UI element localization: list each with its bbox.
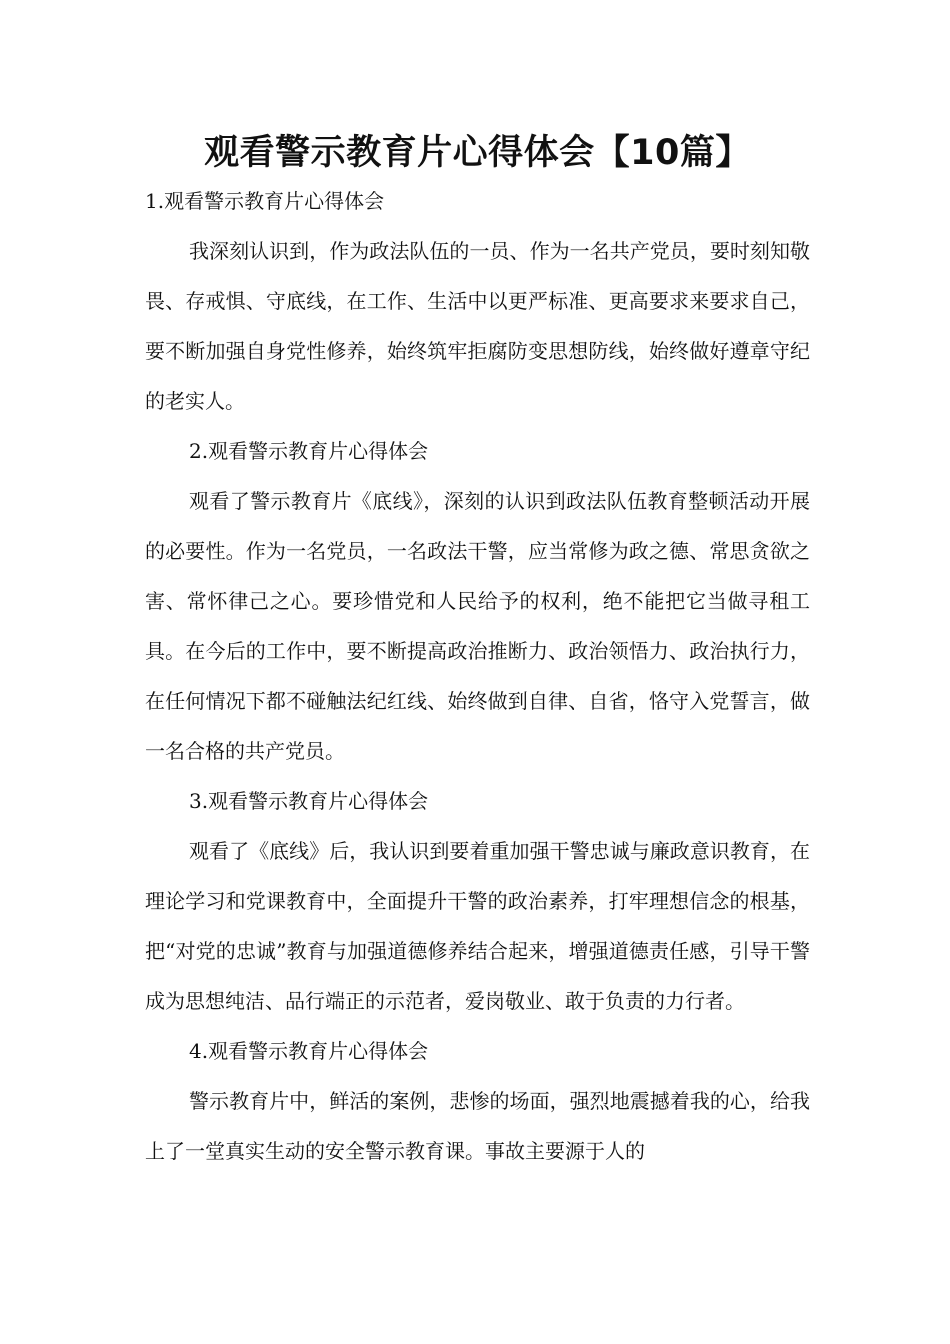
document-title: 观看警示教育片心得体会【10篇】 bbox=[204, 133, 751, 173]
section-paragraph: 观看了警示教育片《底线》，深刻的认识到政法队伍教育整顿活动开展的必要性。作为一名党员，一名政法干警，应当常修为政之德、常思贪欲之害、常怀律己之心。要珍惜党和人民给予的权利，绝不能把它当做寻租工具。在今后的工作中，要不断提高政治推断力、政治领悟力、政治执行力，在任何情况下都不碰触法纪红线、始终做到自律、自省，恪守入党誓言，做一名合格的共产党员。 bbox=[145, 489, 810, 763]
section-paragraph: 观看了《底线》后，我认识到要着重加强干警忠诚与廉政意识教育，在理论学习和党课教育中，全面提升干警的政治素养，打牢理想信念的根基，把“对党的忠诚”教育与加强道德修养结合起来，增强道德责任感，引导干警成为思想纯洁、品行端正的示范者，爱岗敬业、敢于负责的力行者。 bbox=[145, 839, 810, 1013]
section-heading: 2.观看警示教育片心得体会 bbox=[189, 439, 429, 463]
section-paragraph: 我深刻认识到，作为政法队伍的一员、作为一名共产党员，要时刻知敬畏、存戒惧、守底线，在工作、生活中以更严标准、更高要求来要求自己，要不断加强自身党性修养，始终筑牢拒腐防变思想防线，始终做好遵章守纪的老实人。 bbox=[145, 239, 810, 413]
section-heading: 1.观看警示教育片心得体会 bbox=[145, 189, 385, 213]
section-heading: 3.观看警示教育片心得体会 bbox=[189, 789, 429, 813]
section-1 bbox=[145, 176, 810, 426]
section-paragraph: 警示教育片中，鲜活的案例，悲惨的场面，强烈地震撼着我的心，给我上了一堂真实生动的安全警示教育课。事故主要源于人的 bbox=[145, 1089, 810, 1163]
section-heading: 4.观看警示教育片心得体会 bbox=[189, 1039, 429, 1063]
section-3 bbox=[145, 776, 810, 1026]
document-page bbox=[145, 128, 810, 1176]
section-4 bbox=[145, 1026, 810, 1176]
section-2 bbox=[145, 426, 810, 776]
